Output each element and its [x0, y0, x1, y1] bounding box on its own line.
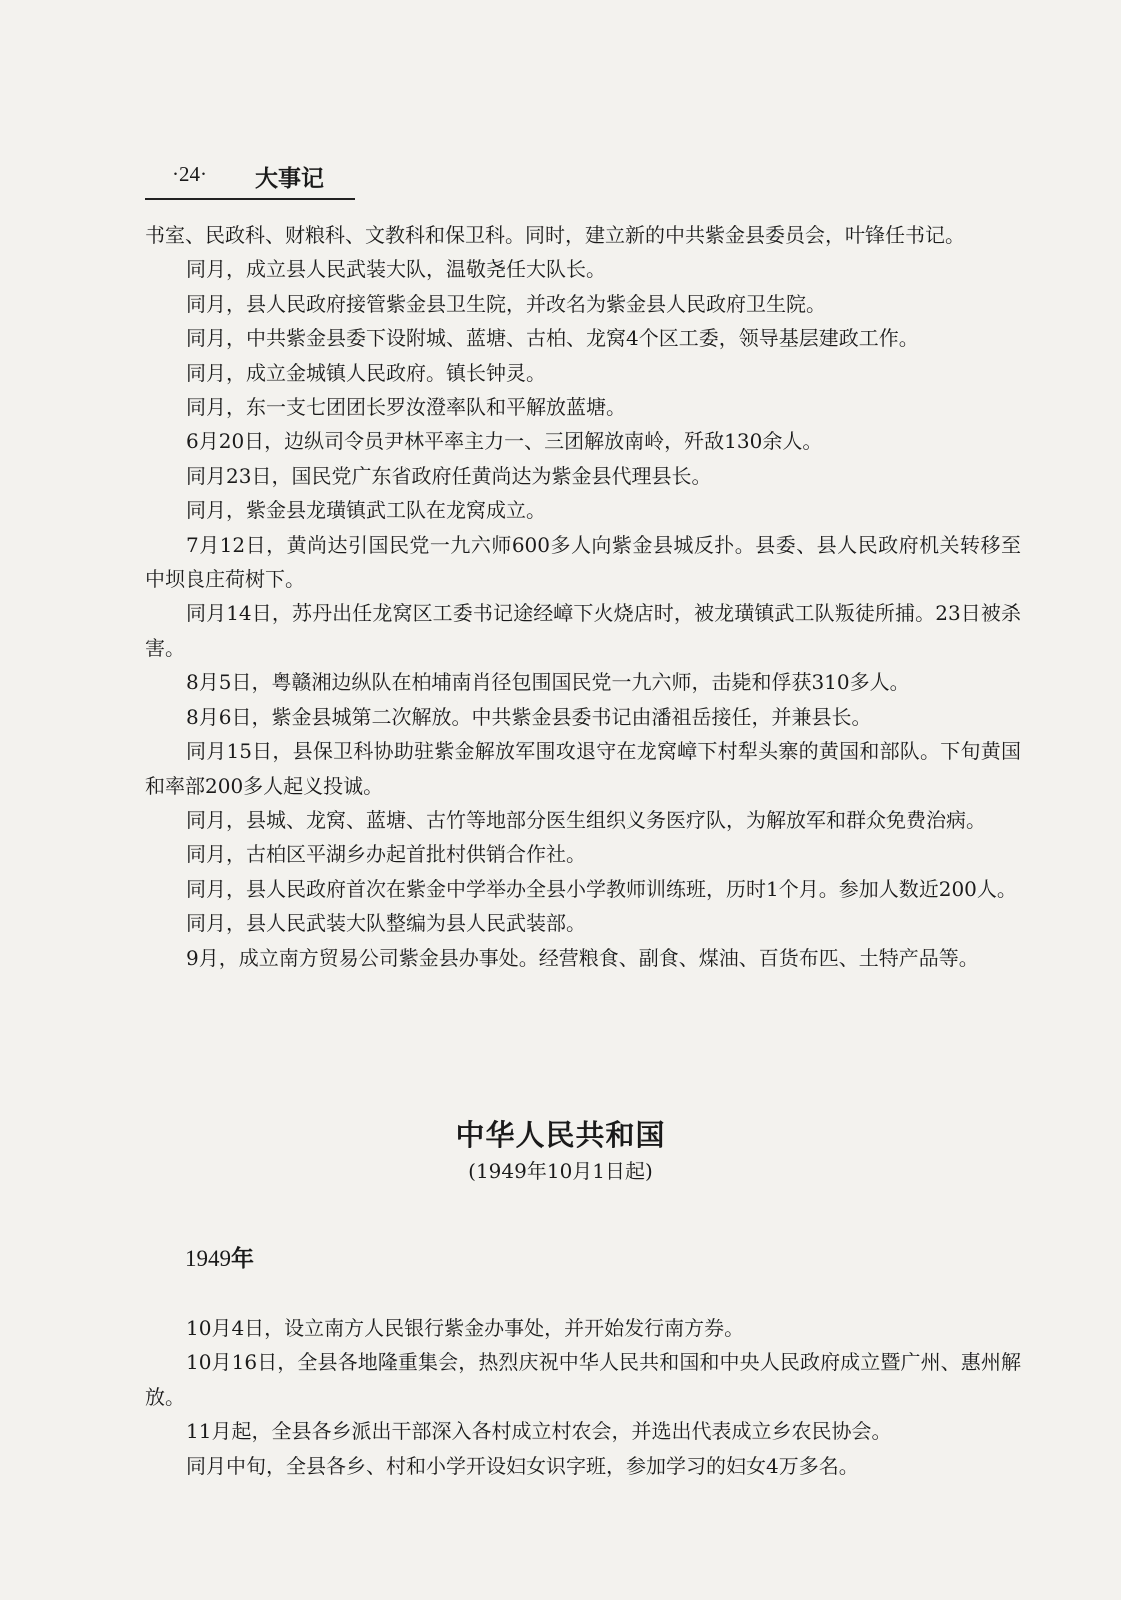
section-subtitle: (1949年10月1日起)	[468, 1159, 653, 1183]
chronicle-entry: 10月16日，全县各地隆重集会，热烈庆祝中华人民共和国和中央人民政府成立暨广州、惠州解放。	[145, 1350, 1021, 1409]
chronicle-entry: 同月15日，县保卫科协助驻紫金解放军围攻退守在龙窝嶂下村犁头寨的黄国和部队。下旬黄国和率部200多人起义投诚。	[145, 739, 1021, 798]
year-unit: 年	[231, 1246, 254, 1272]
chronicle-entry: 8月6日，紫金县城第二次解放。中共紫金县委书记由潘祖岳接任，并兼县长。	[186, 704, 872, 729]
chronicle-entry: 同月，成立金城镇人民政府。镇长钟灵。	[186, 360, 546, 385]
running-title: 大事记	[255, 166, 324, 192]
chronicle-entries-top	[145, 218, 1021, 975]
chronicle-entry: 8月5日，粤赣湘边纵队在柏埔南肖径包围国民党一九六师，击毙和俘获310多人。	[186, 670, 910, 695]
chronicle-entry: 同月，紫金县龙璜镇武工队在龙窝成立。	[186, 498, 546, 523]
chronicle-entry: 同月，东一支七团团长罗汝澄率队和平解放蓝塘。	[186, 395, 626, 420]
chronicle-entry: 同月，县人民武装大队整编为县人民武装部。	[186, 911, 586, 936]
year-number: 1949	[185, 1246, 231, 1271]
chronicle-entry: 同月14日，苏丹出任龙窝区工委书记途经嶂下火烧店时，被龙璜镇武工队叛徒所捕。23日被杀害。	[145, 601, 1021, 660]
chronicle-entry: 同月，古柏区平湖乡办起首批村供销合作社。	[186, 842, 586, 867]
chronicle-entry: 同月，县人民政府接管紫金县卫生院，并改名为紫金县人民政府卫生院。	[186, 291, 826, 316]
chronicle-entry: 11月起，全县各乡派出干部深入各村成立村农会，并选出代表成立乡农民协会。	[186, 1419, 892, 1444]
chronicle-entry: 同月中旬，全县各乡、村和小学开设妇女识字班，参加学习的妇女4万多名。	[186, 1453, 859, 1478]
section-title: 中华人民共和国	[455, 1118, 666, 1152]
chronicle-entry: 同月，县人民政府首次在紫金中学举办全县小学教师训练班，历时1个月。参加人数近200人。	[186, 876, 1017, 901]
chronicle-entry: 同月，成立县人民武装大队，温敬尧任大队长。	[186, 257, 606, 282]
chronicle-entry: 同月，中共紫金县委下设附城、蓝塘、古柏、龙窝4个区工委，领导基层建政工作。	[186, 326, 919, 351]
chronicle-entry: 7月12日，黄尚达引国民党一九六师600多人向紫金县城反扑。县委、县人民政府机关转移至中坝良庄荷树下。	[145, 532, 1021, 592]
chronicle-entry: 书室、民政科、财粮科、文教科和保卫科。同时，建立新的中共紫金县委员会，叶锋任书记。	[145, 223, 965, 247]
chronicle-entry: 同月，县城、龙窝、蓝塘、古竹等地部分医生组织义务医疗队，为解放军和群众免费治病。	[186, 807, 986, 832]
chronicle-entry: 同月23日，国民党广东省政府任黄尚达为紫金县代理县长。	[186, 463, 712, 488]
page-number: ·24·	[172, 162, 207, 186]
chronicle-entry: 6月20日，边纵司令员尹林平率主力一、三团解放南岭，歼敌130余人。	[186, 429, 823, 454]
page-header	[145, 158, 355, 200]
chronicle-entry: 9月，成立南方贸易公司紫金县办事处。经营粮食、副食、煤油、百货布匹、土特产品等。	[186, 945, 979, 970]
chronicle-entries-bottom	[145, 1311, 1021, 1483]
year-heading	[185, 1240, 254, 1273]
chronicle-entry: 10月4日，设立南方人民银行紫金办事处，并开始发行南方券。	[186, 1316, 745, 1340]
